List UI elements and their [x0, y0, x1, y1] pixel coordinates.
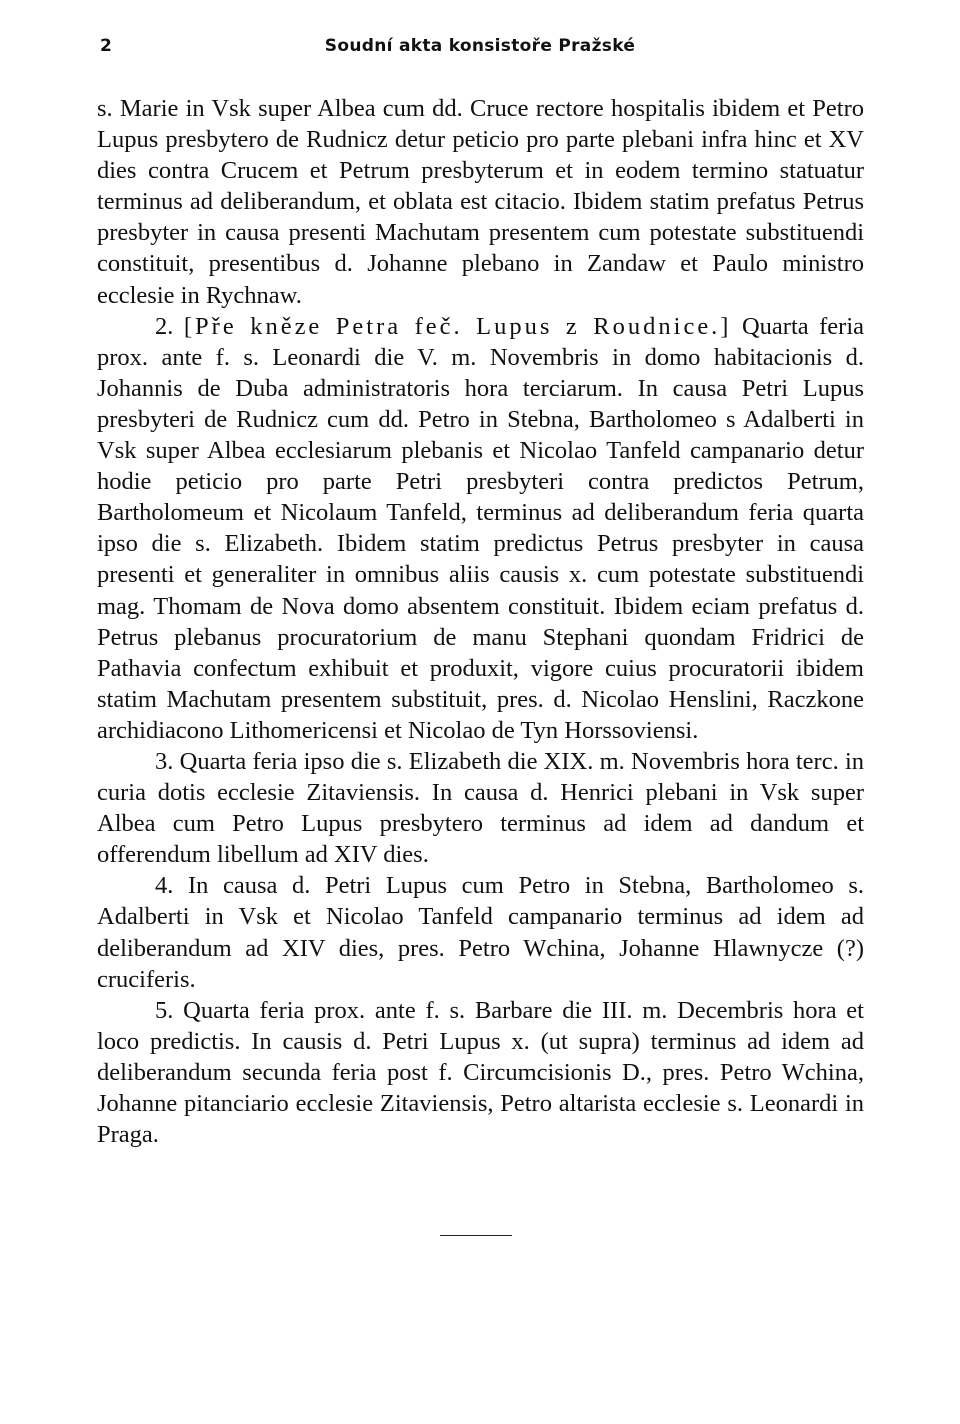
entry-text: Quarta feria prox. ante f. s. Leonardi die V. m. Novembris in domo habitacionis d. Johannis de Duba administratoris hora terciarum. In causa Petri Lupus presbyteri de Rudnicz cum dd. Petro in Stebna, Bartholomeo s Adalberti in Vsk super Albea ecclesiarum plebanis et Nicolao Tanfeld campanario detur hodie peticio pro parte Petri presbyteri contra predictos Petrum, Bartholomeum et Nicolaum Tanfeld, terminus ad deliberandum feria quarta ipso die s. Elizabeth. Ibidem statim predictus Petrus presbyter in causa presenti et generaliter in omnibus aliis causis x. cum potestate substituendi mag. Thomam de Nova domo absentem constituit. Ibidem eciam prefatus d. Petrus plebanus procuratorium de manu Stephani quondam Fridrici de Pathavia confectum exhibuit et produxit, vigore cuius procuratorii ibidem statim Machutam presentem substituit, pres. d. Nicolao Henslini, Raczkone archidiacono Lithomericensi et Nicolao de Tyn Horssoviensi. [97, 312, 865, 744]
entry-number: 4. [155, 872, 174, 900]
entry-4 [97, 870, 864, 994]
entry-number: 5. [155, 996, 174, 1024]
page-header [96, 36, 864, 60]
section-divider [440, 1235, 512, 1236]
entry-heading: [Pře kněze Petra feč. Lupus z Roudnice.] [183, 312, 732, 340]
entry-3 [97, 746, 864, 870]
paragraph-continuation [97, 93, 864, 311]
entry-text: In causa d. Petri Lupus cum Petro in Stebna, Bartholomeo s. Adalberti in Vsk et Nicolao Tanfeld campanario terminus ad idem ad deliberandum ad XIV dies, pres. Petro Wchina, Johanne Hlawnycze (?) cruciferis. [97, 872, 865, 993]
entry-text: Quarta feria ipso die s. Elizabeth die XIX. m. Novembris hora terc. in curia dotis ecclesie Zitaviensis. In causa d. Henrici plebani in Vsk super Albea cum Petro Lupus presbytero terminus ad idem ad dandum et offerendum libellum ad XIV dies. [97, 747, 865, 869]
entry-number: 2. [155, 312, 174, 340]
entry-number: 3. [155, 747, 174, 775]
document-body [97, 93, 864, 1150]
entry-2 [97, 311, 864, 746]
page-number: 2 [100, 36, 112, 56]
running-title: Soudní akta konsistoře Pražské [324, 36, 636, 56]
entry-5 [97, 995, 864, 1150]
paragraph-text: s. Marie in Vsk super Albea cum dd. Cruce rectore hospitalis ibidem et Petro Lupus presbytero de Rudnicz detur peticio pro parte plebani infra hinc et XV dies contra Crucem et Petrum presbyterum et in eodem termino statuatur terminus ad deliberandum, et oblata est citacio. Ibidem statim prefatus Petrus presbyter in causa presenti Machutam presentem cum potestate substituendi constituit, presentibus d. Johanne plebano in Zandaw et Paulo ministro ecclesie in Rychnaw. [97, 95, 864, 309]
entry-text: Quarta feria prox. ante f. s. Barbare die III. m. Decembris hora et loco predictis. In causis d. Petri Lupus x. (ut supra) terminus ad idem ad deliberandum secunda feria post f. Circumcisionis D., pres. Petro Wchina, Johanne pitanciario ecclesie Zitaviensis, Petro altarista ecclesie s. Leonardi in Praga. [97, 996, 864, 1149]
